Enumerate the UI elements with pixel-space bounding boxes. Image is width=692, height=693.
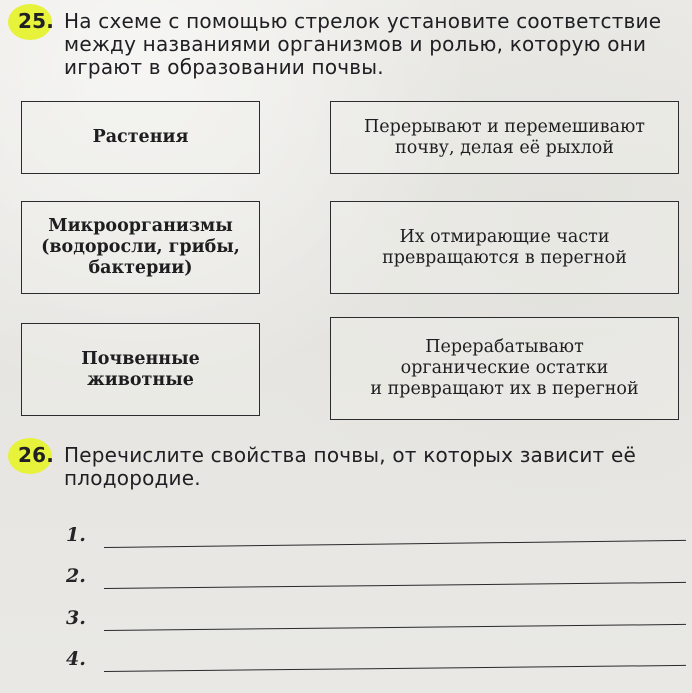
role-label: Их отмирающие части превращаются в перегной — [382, 226, 627, 268]
organism-box-microorganisms[interactable] — [21, 201, 260, 294]
question-26-text: Перечислите свойства почвы, от которых зависит её плодородие. — [64, 443, 636, 490]
role-label: Перерывают и перемешивают почву, делая её рыхлой — [364, 116, 645, 158]
answer-line-number: 3. — [66, 607, 86, 629]
answer-line-number: 4. — [66, 648, 86, 670]
organism-label: Растения — [92, 127, 189, 147]
organism-label: Почвенные животные — [81, 348, 200, 390]
answer-line-1[interactable] — [66, 524, 686, 552]
answer-line-2[interactable] — [66, 565, 686, 593]
answer-line-number: 1. — [66, 524, 86, 546]
question-25-text: На схеме с помощью стрелок установите соответствие между названиями организмов и ролью, которую они играют в образовании почвы. — [64, 9, 662, 79]
answer-rule[interactable] — [104, 665, 686, 672]
answer-rule[interactable] — [104, 540, 686, 548]
role-box-dead-parts-humus[interactable] — [330, 201, 679, 294]
question-25-number — [10, 10, 60, 33]
question-26 — [10, 444, 686, 490]
answer-rule[interactable] — [104, 582, 686, 589]
role-label: Перерабатывают органические остатки и превращают их в перегной — [370, 337, 639, 399]
answer-line-3[interactable] — [66, 607, 686, 635]
organism-box-soil-animals[interactable] — [21, 323, 260, 416]
role-box-process-remains[interactable] — [330, 317, 679, 420]
organism-box-plants[interactable] — [21, 101, 260, 174]
answer-line-number: 2. — [66, 565, 86, 587]
question-26-number-text: 26. — [18, 443, 55, 467]
question-26-number — [10, 444, 60, 467]
answer-line-4[interactable] — [66, 648, 686, 676]
question-25-number-text: 25. — [18, 9, 55, 33]
question-25 — [10, 10, 686, 79]
organism-label: Микроорганизмы (водоросли, грибы, бактерии) — [41, 216, 240, 278]
role-box-loosen-soil[interactable] — [330, 101, 679, 174]
answer-rule[interactable] — [104, 624, 686, 631]
